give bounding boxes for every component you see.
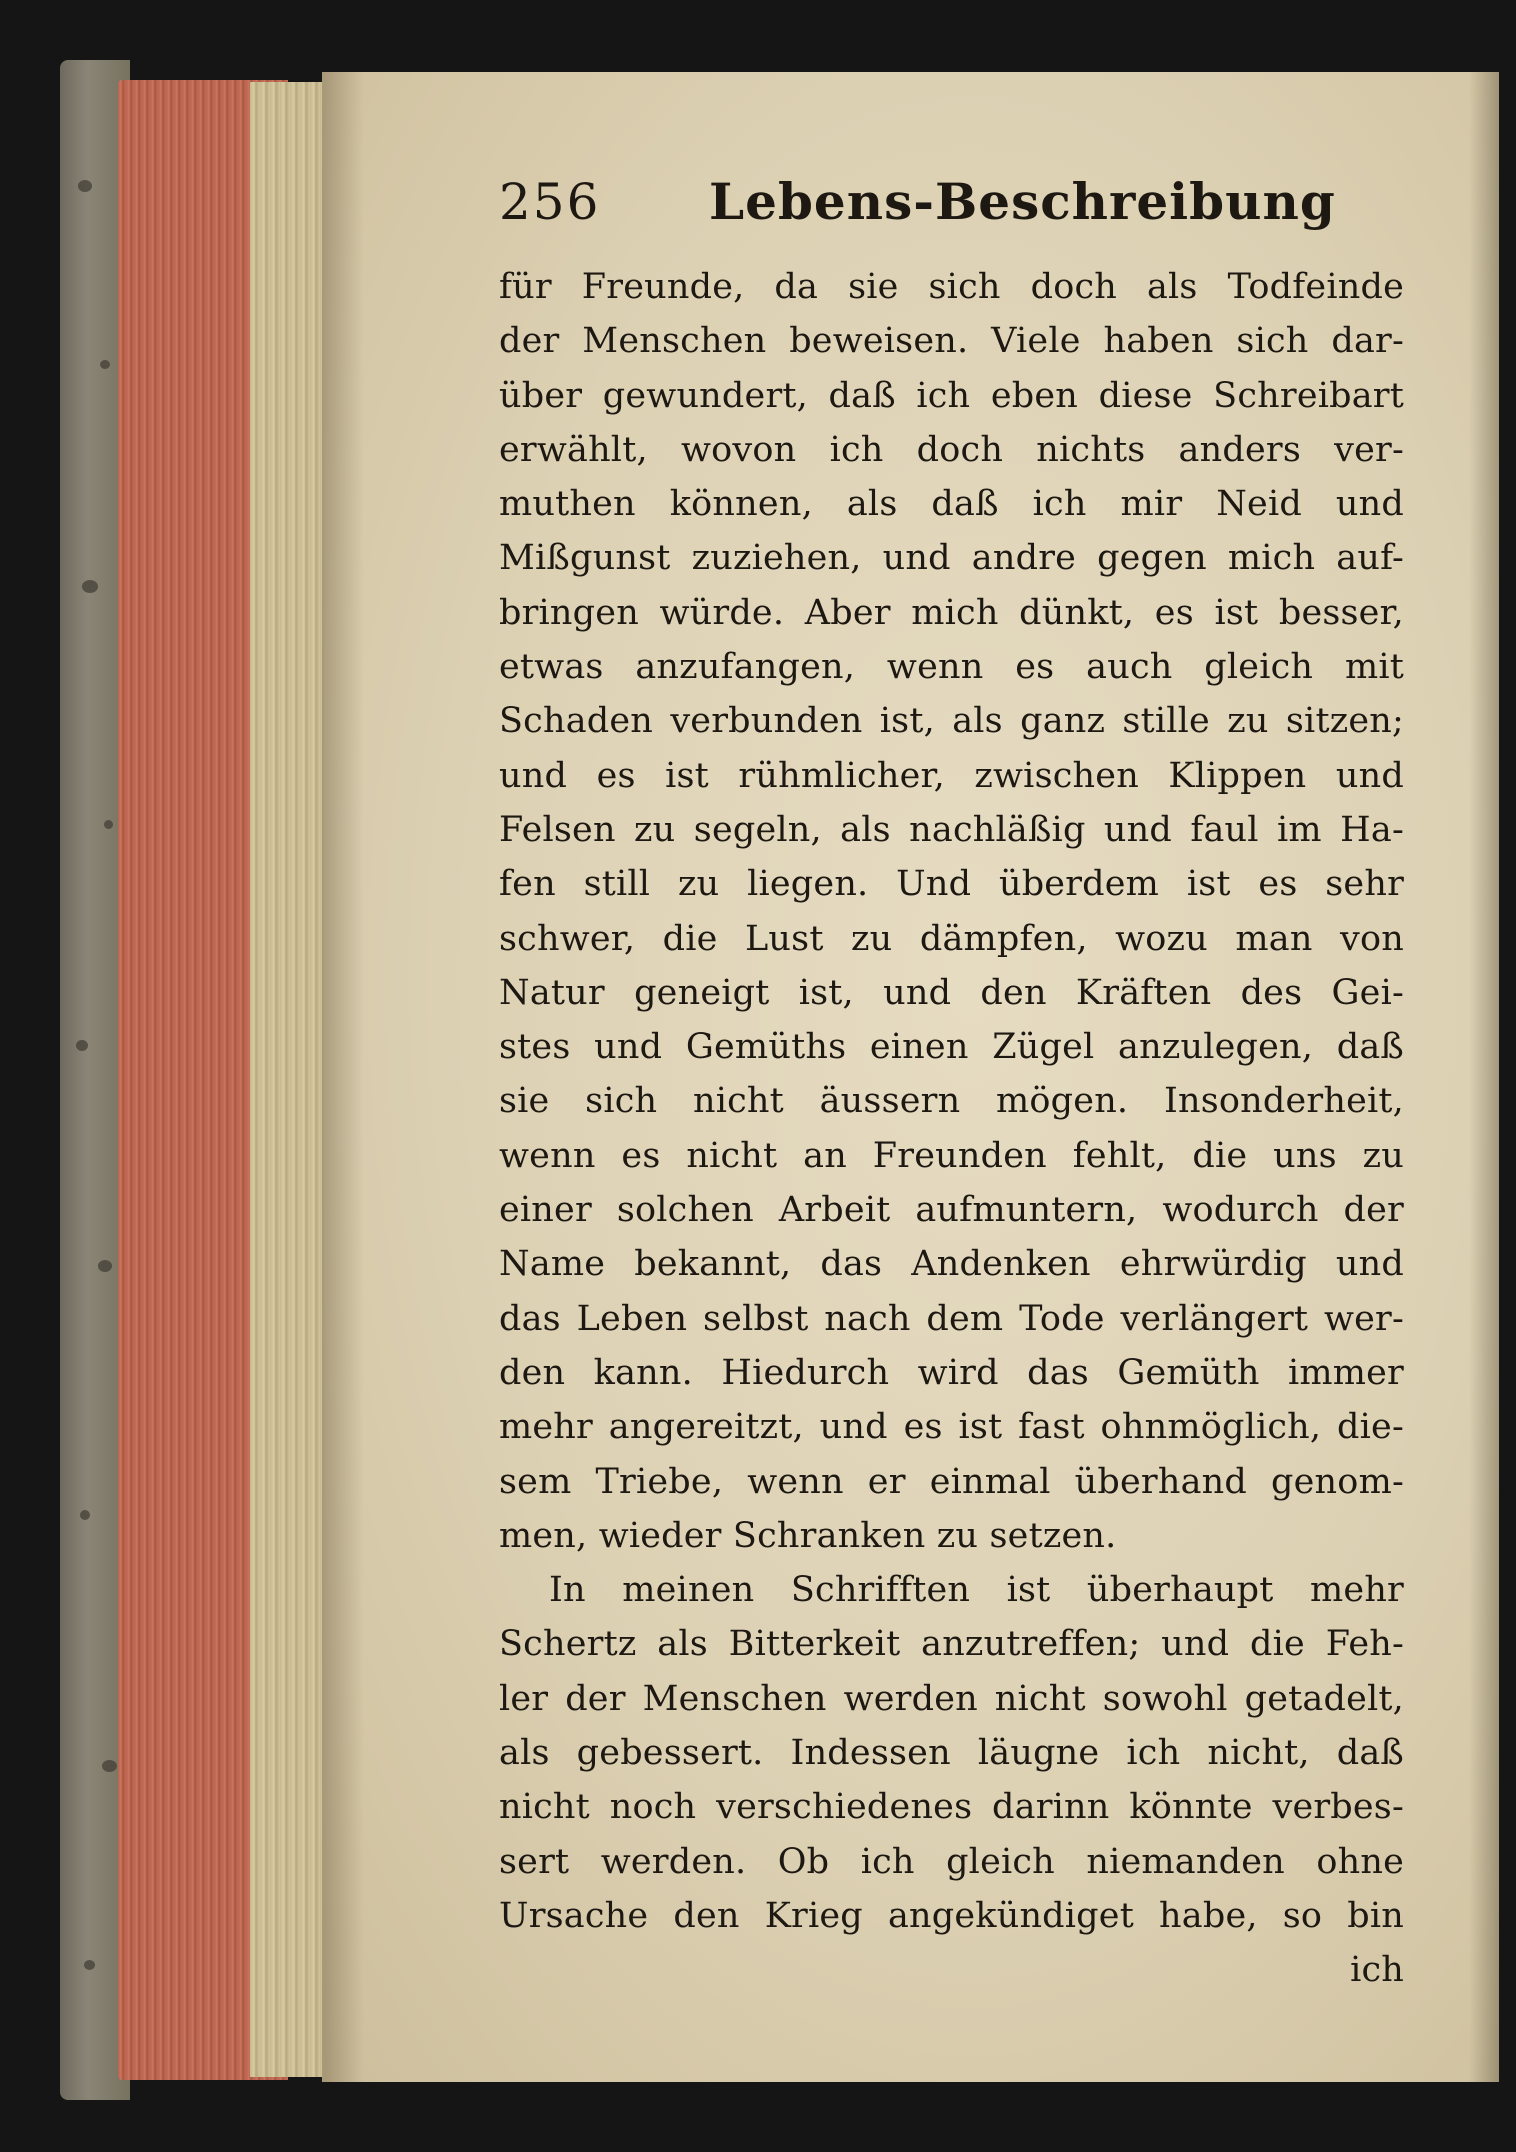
text-line: sert werden. Ob ich gleich niemanden ohne — [499, 1841, 1404, 1882]
text-line: Name bekannt, das Andenken ehrwürdig und — [499, 1244, 1404, 1285]
text-line: Natur geneigt ist, und den Kräften des Gei- — [499, 972, 1404, 1013]
text-line: der Menschen beweisen. Viele haben sich dar- — [499, 321, 1404, 362]
text-line: fen still zu liegen. Und überdem ist es sehr — [499, 864, 1404, 905]
text-line: Schaden verbunden ist, als ganz stille zu sitzen; — [499, 701, 1404, 742]
text-line: das Leben selbst nach dem Tode verlängert wer- — [499, 1298, 1404, 1339]
catchword: ich — [1350, 1950, 1404, 1991]
text-line: den kann. Hiedurch wird das Gemüth immer — [499, 1352, 1404, 1393]
text-line: über gewundert, daß ich eben diese Schreibart — [499, 375, 1404, 416]
text-line: sie sich nicht äussern mögen. Insonderheit, — [499, 1081, 1404, 1122]
text-line: und es ist rühmlicher, zwischen Klippen und — [499, 755, 1404, 796]
text-line: Mißgunst zuziehen, und andre gegen mich auf- — [499, 538, 1404, 579]
text-line: mehr angereitzt, und es ist fast ohnmöglich, die- — [499, 1407, 1404, 1448]
text-line: Schertz als Bitterkeit anzutreffen; und die Feh- — [499, 1624, 1404, 1665]
page-header — [499, 172, 1404, 254]
text-block — [499, 172, 1404, 1998]
page-edges — [250, 82, 325, 2077]
text-line: wenn es nicht an Freunden fehlt, die uns zu — [499, 1135, 1404, 1176]
text-line: etwas anzufangen, wenn es auch gleich mit — [499, 647, 1404, 688]
paragraph-start-line: In meinen Schrifften ist überhaupt mehr — [549, 1570, 1404, 1611]
text-line: Felsen zu segeln, als nachläßig und faul im Ha- — [499, 809, 1404, 850]
text-line: bringen würde. Aber mich dünkt, es ist besser, — [499, 592, 1404, 633]
text-line: Ursache den Krieg angekündiget habe, so bin — [499, 1895, 1404, 1936]
text-line: nicht noch verschiedenes darinn könnte verbes- — [499, 1787, 1404, 1828]
text-line: einer solchen Arbeit aufmuntern, wodurch der — [499, 1190, 1404, 1231]
running-head: Lebens-Beschreibung — [709, 172, 1336, 231]
text-line: ler der Menschen werden nicht sowohl getadelt, — [499, 1678, 1404, 1719]
text-line: als gebessert. Indessen läugne ich nicht, daß — [499, 1733, 1404, 1774]
page-number: 256 — [499, 173, 601, 231]
text-line: schwer, die Lust zu dämpfen, wozu man von — [499, 918, 1404, 959]
text-line: stes und Gemüths einen Zügel anzulegen, daß — [499, 1027, 1404, 1068]
text-line: muthen können, als daß ich mir Neid und — [499, 484, 1404, 525]
text-line: men, wieder Schranken zu setzen. — [499, 1515, 1117, 1556]
text-line: erwählt, wovon ich doch nichts anders ver- — [499, 429, 1404, 470]
text-line: für Freunde, da sie sich doch als Todfeinde — [499, 267, 1404, 307]
text-line: sem Triebe, wenn er einmal überhand genom- — [499, 1461, 1404, 1502]
book-page — [322, 72, 1499, 2082]
